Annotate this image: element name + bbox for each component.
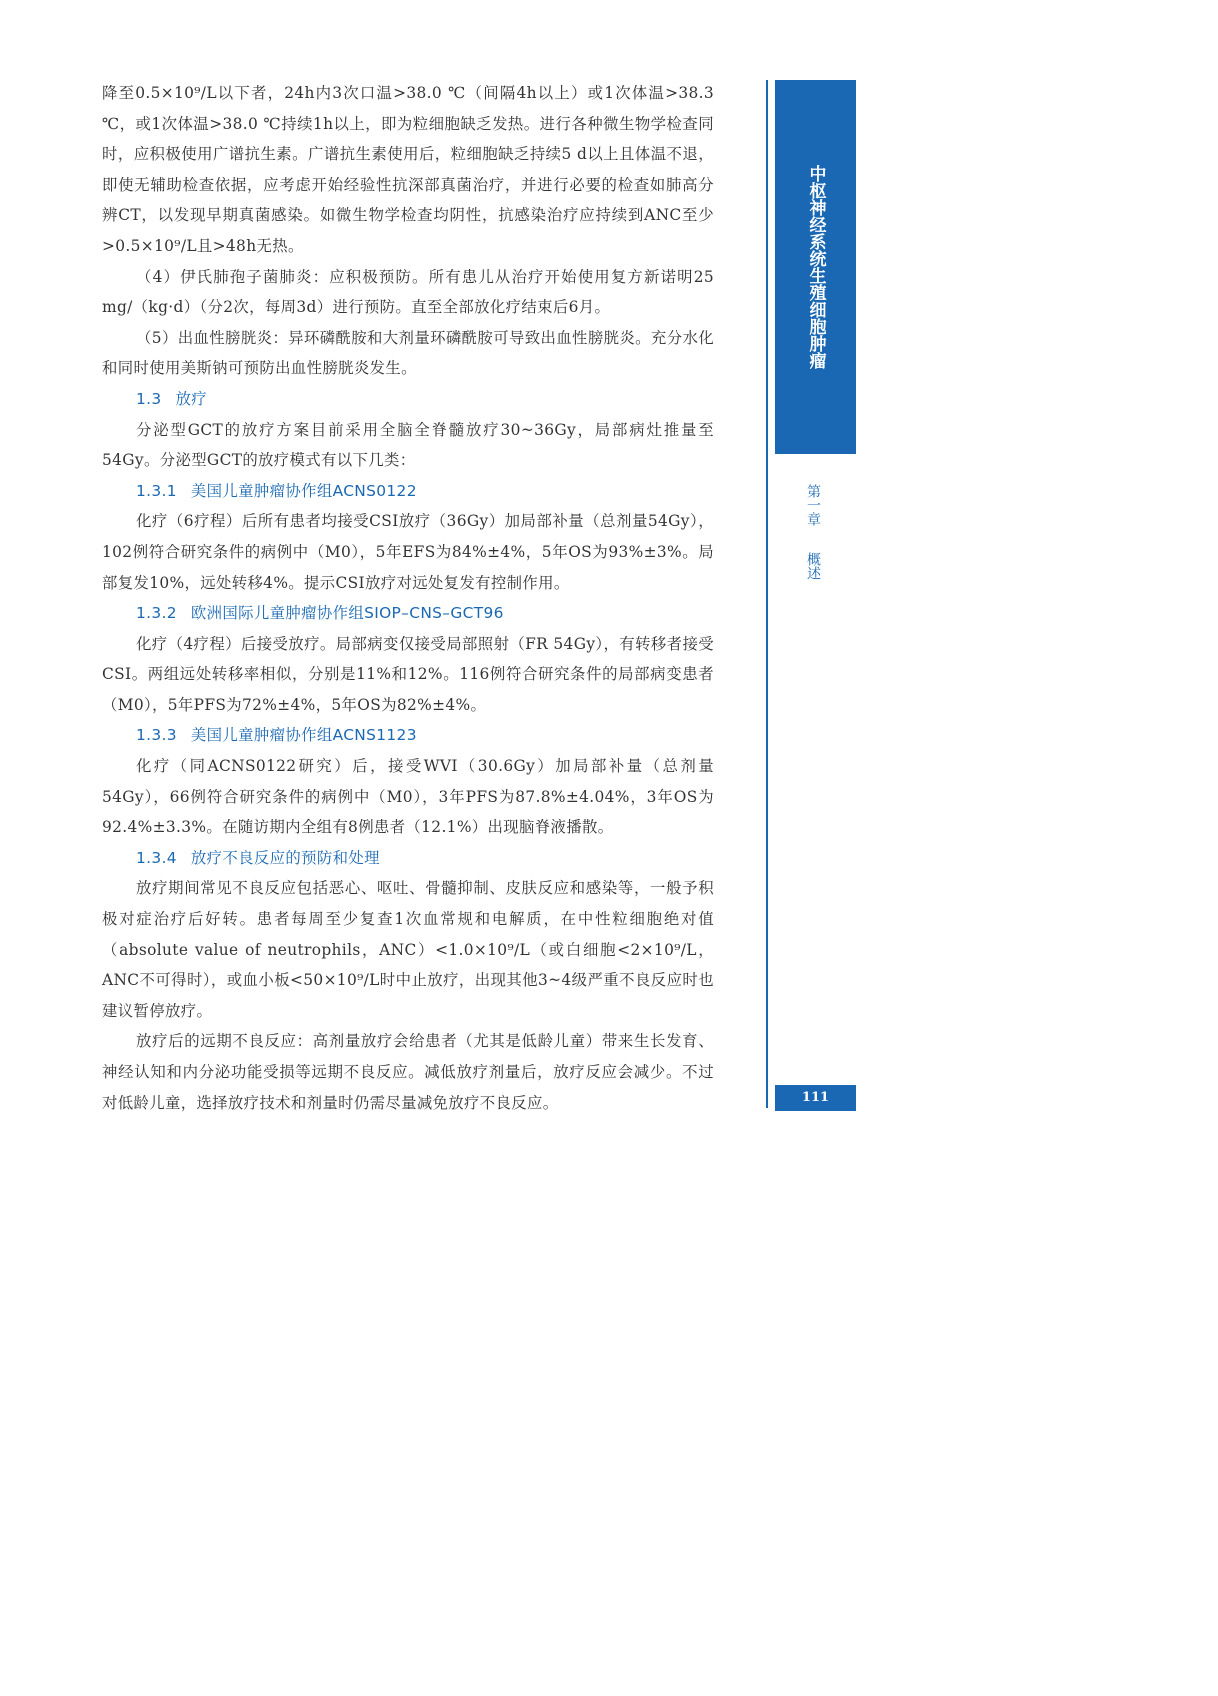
heading-number: 1.3.3 bbox=[136, 726, 177, 745]
section-tab bbox=[775, 80, 856, 454]
paragraph: 分泌型GCT的放疗方案目前采用全脑全脊髓放疗30~36Gy，局部病灶推量至54Gy。分泌型GCT的放疗模式有以下几类： bbox=[102, 420, 714, 470]
page-number: 111 bbox=[775, 1085, 856, 1111]
chapter-number: 第一章 bbox=[805, 484, 821, 526]
main-text-column bbox=[102, 78, 714, 1118]
heading-title: 放疗 bbox=[175, 389, 208, 408]
heading-number: 1.3.4 bbox=[136, 848, 177, 867]
heading-title: 美国儿童肿瘤协作组ACNS0122 bbox=[190, 481, 417, 500]
section-heading-1-3-1 bbox=[102, 476, 714, 507]
paragraph: 化疗（6疗程）后所有患者均接受CSI放疗（36Gy）加局部补量（总剂量54Gy），102例符合研究条件的病例中（M0），5年EFS为84%±4%，5年OS为93%±3%。局部复发10%，远处转移4%。提示CSI放疗对远处复发有控制作用。 bbox=[102, 512, 714, 592]
sidebar-rule bbox=[766, 80, 768, 1108]
paragraph: 放疗后的远期不良反应：高剂量放疗会给患者（尤其是低龄儿童）带来生长发育、神经认知和内分泌功能受损等远期不良反应。减低放疗剂量后，放疗反应会减少。不过对低龄儿童，选择放疗技术和剂量时仍需尽量减免放疗不良反应。 bbox=[102, 1032, 714, 1112]
heading-title: 欧洲国际儿童肿瘤协作组SIOP–CNS–GCT96 bbox=[190, 604, 504, 623]
section-heading-1-3-3 bbox=[102, 720, 714, 751]
heading-number: 1.3.1 bbox=[136, 481, 177, 500]
chapter-title: 概述 bbox=[805, 552, 821, 581]
heading-title: 美国儿童肿瘤协作组ACNS1123 bbox=[190, 726, 417, 745]
heading-title: 放疗不良反应的预防和处理 bbox=[190, 848, 380, 867]
section-heading-1-3-2 bbox=[102, 598, 714, 629]
paragraph: （5）出血性膀胱炎：异环磷酰胺和大剂量环磷酰胺可导致出血性膀胱炎。充分水化和同时使用美斯钠可预防出血性膀胱炎发生。 bbox=[102, 328, 714, 378]
section-heading-1-3-4 bbox=[102, 843, 714, 874]
chapter-label bbox=[800, 484, 824, 580]
paragraph: 放疗期间常见不良反应包括恶心、呕吐、骨髓抑制、皮肤反应和感染等，一般予积极对症治疗后好转。患者每周至少复查1次血常规和电解质，在中性粒细胞绝对值（absolute value of neutrophils，ANC）<1.0×10⁹/L（或白细胞<2×10⁹/L，ANC不可得时），或血小板<50×10⁹/L时中止放疗，出现其他3~4级严重不良反应时也建议暂停放疗。 bbox=[102, 879, 714, 1020]
paragraph: 化疗（同ACNS0122研究）后，接受WVI（30.6Gy）加局部补量（总剂量54Gy），66例符合研究条件的病例中（M0），3年PFS为87.8%±4.04%，3年OS为92.4%±3.3%。在随访期内全组有8例患者（12.1%）出现脑脊液播散。 bbox=[102, 757, 714, 837]
paragraph: 降至0.5×10⁹/L以下者，24h内3次口温>38.0 ℃（间隔4h以上）或1次体温>38.3 ℃，或1次体温>38.0 ℃持续1h以上，即为粒细胞缺乏发热。进行各种微生物学检查同时，应积极使用广谱抗生素。广谱抗生素使用后，粒细胞缺乏持续5 d以上且体温不退，即使无辅助检查依据，应考虑开始经验性抗深部真菌治疗，并进行必要的检查如肺高分辨CT，以发现早期真菌感染。如微生物学检查均阴性，抗感染治疗应持续到ANC至少>0.5×10⁹/L且>48h无热。 bbox=[102, 84, 714, 255]
heading-number: 1.3.2 bbox=[136, 604, 177, 623]
heading-number: 1.3 bbox=[136, 389, 162, 408]
section-tab-title: 中枢神经系统生殖细胞肿瘤 bbox=[805, 165, 826, 369]
paragraph: （4）伊氏肺孢子菌肺炎：应积极预防。所有患儿从治疗开始使用复方新诺明25 mg/（kg·d）（分2次，每周3d）进行预防。直至全部放化疗结束后6月。 bbox=[102, 267, 714, 317]
paragraph: 化疗（4疗程）后接受放疗。局部病变仅接受局部照射（FR 54Gy），有转移者接受CSI。两组远处转移率相似，分别是11%和12%。116例符合研究条件的局部病变患者（M0），5年PFS为72%±4%，5年OS为82%±4%。 bbox=[102, 634, 714, 714]
section-heading-1-3 bbox=[102, 384, 714, 415]
